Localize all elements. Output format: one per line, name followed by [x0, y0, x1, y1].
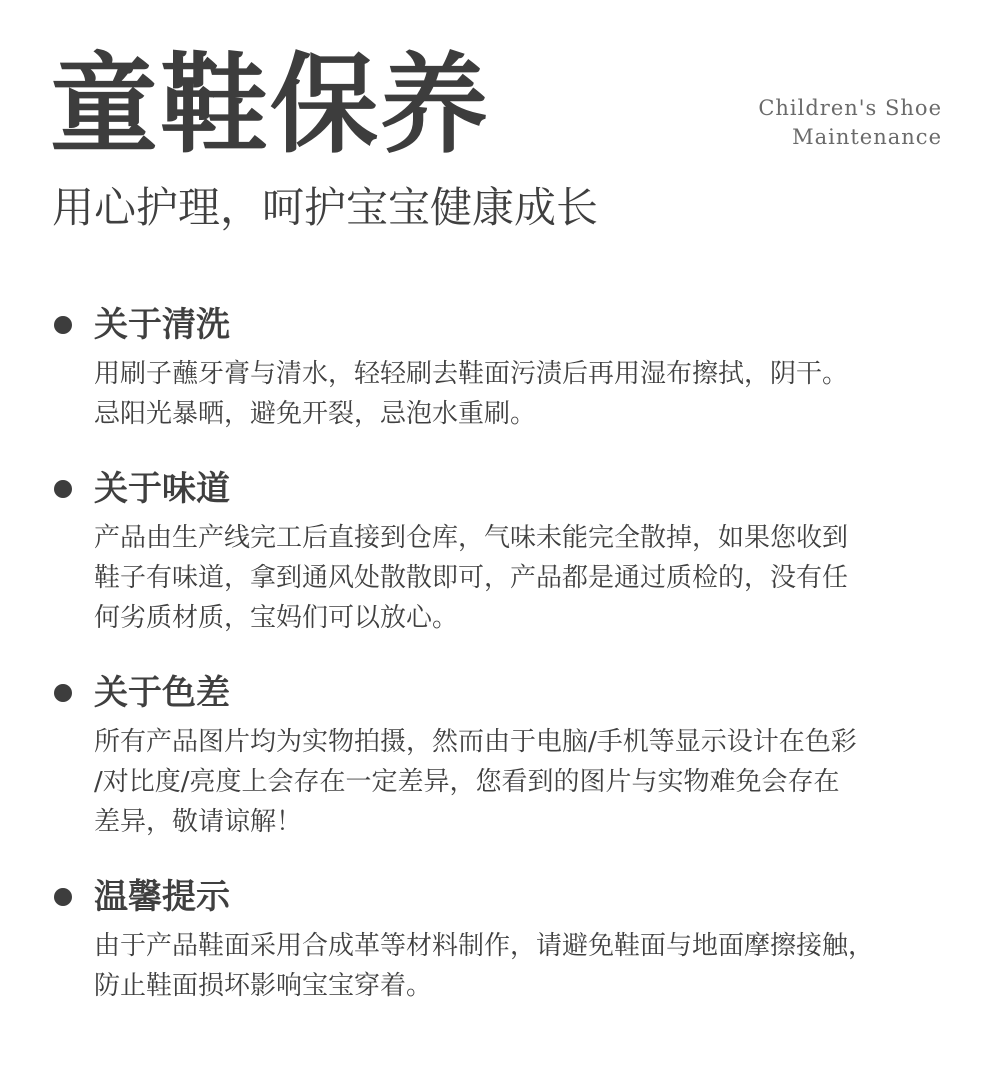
- bullet-dot-icon: [54, 684, 72, 702]
- section-title: 温馨提示: [94, 877, 230, 917]
- section-text-line: 由于产品鞋面采用合成革等材料制作，请避免鞋面与地面摩擦接触，: [94, 931, 875, 961]
- section-text-line: 鞋子有味道，拿到通风处散散即可，产品都是通过质检的，没有任: [94, 563, 849, 593]
- page-title: 童鞋保养: [50, 43, 491, 168]
- section-title: 关于清洗: [94, 305, 230, 345]
- section-smell: [52, 464, 952, 638]
- english-title-line-1: Children's Shoe: [758, 96, 942, 120]
- section-cleaning: [52, 300, 952, 434]
- section-body: [94, 354, 952, 434]
- section-body: [94, 926, 952, 1006]
- section-text-line: 产品由生产线完工后直接到仓库，气味未能完全散掉，如果您收到: [94, 523, 849, 553]
- section-body: [94, 722, 952, 842]
- section-tips: [52, 872, 952, 1006]
- section-body: [94, 518, 952, 638]
- section-header: [52, 872, 952, 924]
- page-subtitle: 用心护理，呵护宝宝健康成长: [52, 183, 599, 232]
- english-title: [758, 94, 942, 152]
- bullet-dot-icon: [54, 480, 72, 498]
- bullet-dot-icon: [54, 888, 72, 906]
- section-title: 关于味道: [94, 469, 230, 509]
- section-text-line: 何劣质材质，宝妈们可以放心。: [94, 603, 459, 633]
- section-header: [52, 668, 952, 720]
- section-text-line: 差异，敬请谅解！: [94, 807, 303, 837]
- section-text-line: /对比度/亮度上会存在一定差异，您看到的图片与实物难免会存在: [94, 767, 840, 797]
- section-title: 关于色差: [94, 673, 230, 713]
- english-title-line-2: Maintenance: [792, 125, 942, 149]
- section-text-line: 忌阳光暴晒，避免开裂，忌泡水重刷。: [94, 399, 537, 429]
- section-text-line: 防止鞋面损坏影响宝宝穿着。: [94, 971, 433, 1001]
- section-header: [52, 300, 952, 352]
- section-color-difference: [52, 668, 952, 842]
- bullet-dot-icon: [54, 316, 72, 334]
- section-header: [52, 464, 952, 516]
- section-text-line: 所有产品图片均为实物拍摄，然而由于电脑/手机等显示设计在色彩: [94, 727, 857, 757]
- section-text-line: 用刷子蘸牙膏与清水，轻轻刷去鞋面污渍后再用湿布擦拭，阴干。: [94, 359, 849, 389]
